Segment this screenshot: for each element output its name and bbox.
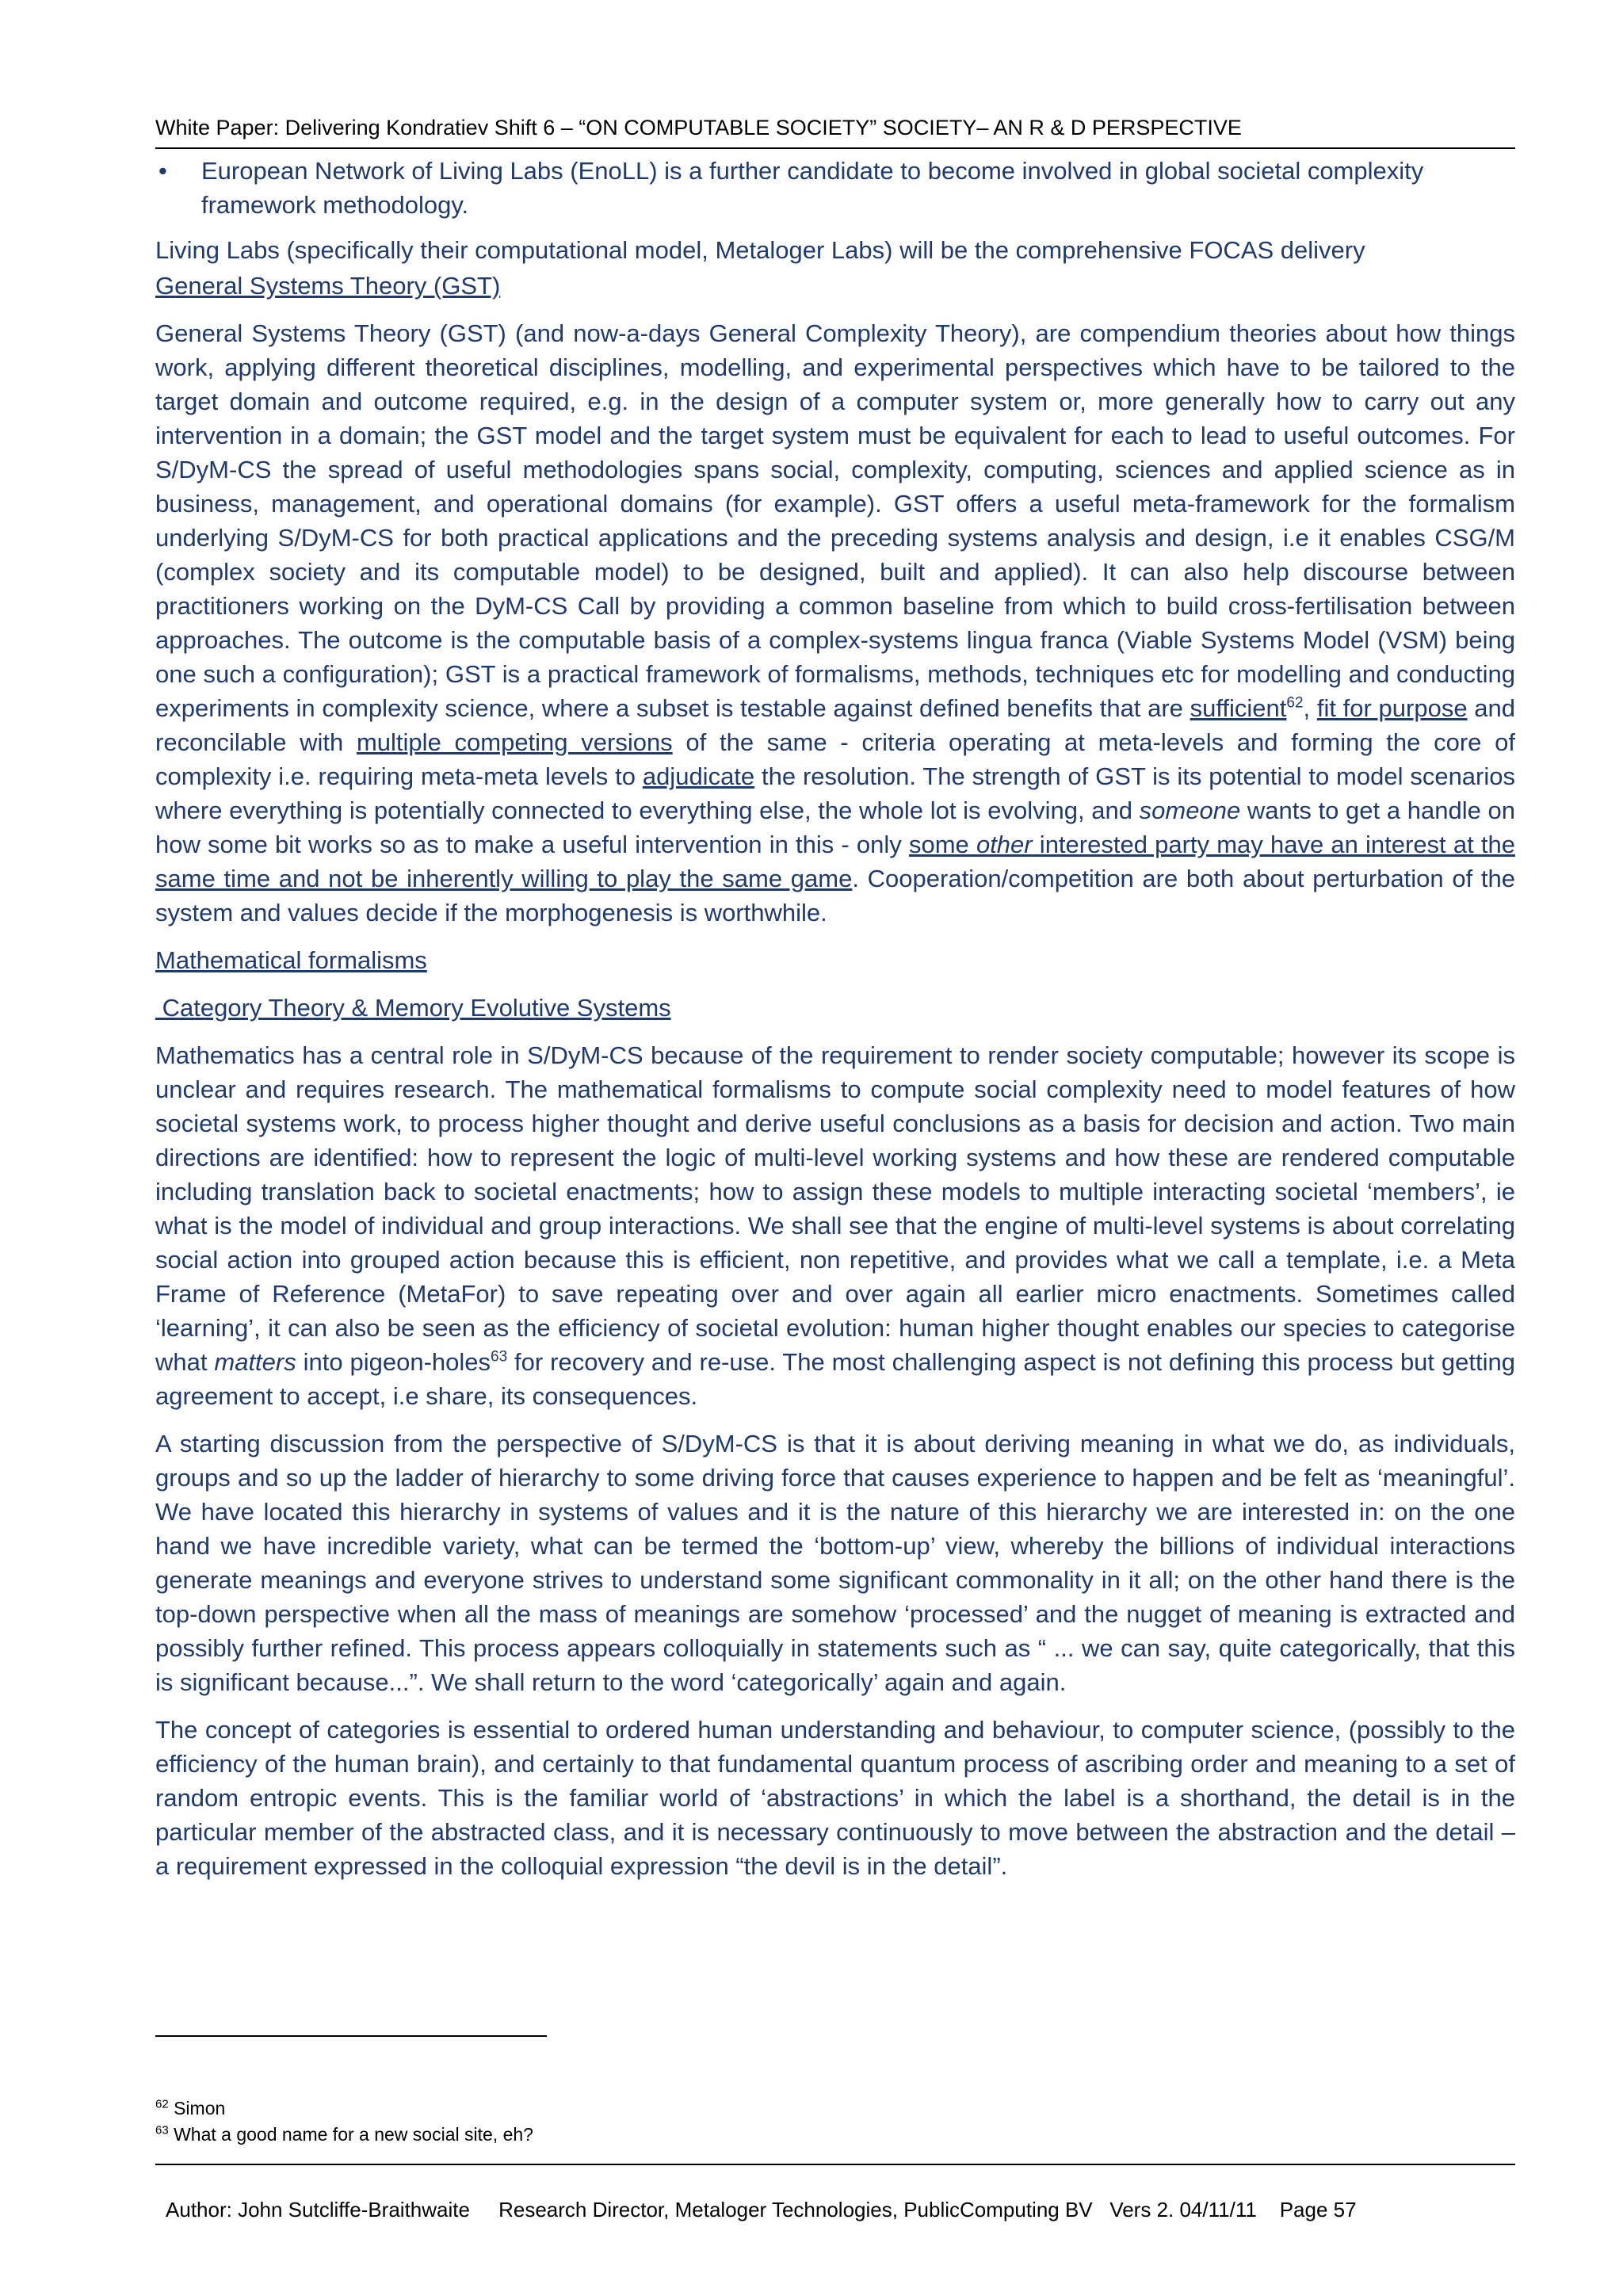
text-run-underlined: interested party may have an interest at the same time and not be inherently willing to play the same game <box>155 831 1515 892</box>
footnote-number: 62 <box>155 2097 169 2111</box>
text-run: the resolution. The strength of GST is its potential to model scenarios where everything is potentially connected to everything else, the whole lot is evolving, and <box>155 762 1516 824</box>
text-run: of the same - criteria operating at meta-levels and forming the core of complexity i.e. requiring meta-meta levels to <box>155 728 1515 790</box>
footer-rule <box>155 2164 1515 2165</box>
math-paragraph-1 <box>155 1038 1515 1413</box>
gst-paragraph <box>155 316 1515 930</box>
text-run: . Cooperation/competition are both about perturbation of the system and values decide if the morphogenesis is worthwhile. <box>155 865 1516 926</box>
footnote-text: What a good name for a new social site, eh? <box>174 2124 533 2145</box>
subsection-heading-category-theory: Category Theory & Memory Evolutive Systems <box>155 994 671 1022</box>
footnote-ref: 62 <box>1286 694 1304 712</box>
text-run: wants to get a handle on how some bit works so as to make a useful intervention in this - only <box>155 797 1516 858</box>
text-run-underlined: fit for purpose <box>1316 694 1468 722</box>
page-footer <box>155 2173 1515 2222</box>
footnote-text: Simon <box>174 2098 226 2118</box>
header-title: White Paper: Delivering Kondratiev Shift 6 – “ON COMPUTABLE SOCIETY” SOCIETY– AN R & D PERSPECTIVE <box>155 116 1242 139</box>
footnote-number: 63 <box>155 2123 169 2137</box>
text-run: General Systems Theory (GST) (and now-a-days General Complexity Theory), are compendium theories about how things work, applying different theoretical disciplines, modelling, and experimental perspectives which have to be tailored to the target domain and outcome required, e.g. in the design of a computer system or, more generally how to carry out any intervention in a domain; the GST model and the target system must be equivalent for each to lead to useful outcomes. For S/DyM-CS the spread of useful methodologies spans social, complexity, computing, sciences and applied science as in business, management, and operational domains (for example). GST offers a useful meta-framework for the formalism underlying S/DyM-CS for both practical applications and the preceding systems analysis and design, i.e it enables CSG/M (complex society and its computable model) to be designed, built and applied). It can also help discourse between practitioners working on the DyM-CS Call by providing a common baseline from which to build cross-fertilisation between approaches. The outcome is the computable basis of a complex-systems lingua franca (Viable Systems Model (VSM) being one such a configuration); GST is a practical framework of formalisms, methods, techniques etc for modelling and conducting experiments in complexity science, where a subset is testable against defined benefits that are <box>155 319 1515 722</box>
math-paragraph-2: A starting discussion from the perspective of S/DyM-CS is that it is about deriving meaning in what we do, as individuals, groups and so up the ladder of hierarchy to some driving force that causes experience to happen and be felt as ‘meaningful’. We have located this hierarchy in systems of values and it is the nature of this hierarchy we are interested in: on the one hand we have incredible variety, what can be termed the ‘bottom-up’ view, whereby the billions of individual interactions generate meanings and everyone strives to understand some significant commonality in it all; on the other hand there is the top-down perspective when all the mass of meanings are somehow ‘processed’ and the nugget of meaning is extracted and possibly further refined. This process appears colloquially in statements such as “ ... we can say, quite categorically, that this is significant because...”. We shall return to the word ‘categorically’ again and again. <box>155 1430 1515 1696</box>
text-run-underlined: some <box>908 831 976 858</box>
text-run: for recovery and re-use. The most challenging aspect is not defining this process but getting agreement to accept, i.e share, its consequences. <box>155 1348 1515 1410</box>
living-labs-paragraph: Living Labs (specifically their computational model, Metaloger Labs) will be the comprehensive FOCAS delivery <box>155 236 1365 264</box>
text-run: and reconcilable with <box>155 694 1515 756</box>
text-run-italic: someone <box>1139 797 1241 824</box>
document-body <box>155 154 1515 1897</box>
header-rule <box>155 147 1515 149</box>
section-heading-math: Mathematical formalisms <box>155 946 427 974</box>
footnote-ref: 63 <box>491 1348 508 1366</box>
text-run-underlined: sufficient <box>1190 694 1287 722</box>
page-header <box>155 116 1515 140</box>
text-run-italic: matters <box>214 1348 296 1376</box>
bullet-text: European Network of Living Labs (EnoLL) is a further candidate to become involved in global societal complexity framework methodology. <box>201 157 1424 219</box>
section-heading-gst: General Systems Theory (GST) <box>155 272 501 300</box>
text-run: , <box>1303 694 1317 722</box>
text-run-underlined: multiple competing versions <box>356 728 673 756</box>
text-run: into pigeon-holes <box>296 1348 491 1376</box>
list-item <box>155 154 1515 222</box>
math-paragraph-3: The concept of categories is essential to ordered human understanding and behaviour, to computer science, (possibly to the efficiency of the human brain), and certainly to that fundamental quantum process of ascribing order and meaning to a set of random entropic events. This is the familiar world of ‘abstractions’ in which the label is a shorthand, the detail is in the particular member of the abstracted class, and it is necessary continuously to move between the abstraction and the detail – a requirement expressed in the colloquial expression “the devil is in the detail”. <box>155 1716 1515 1880</box>
footnotes <box>155 2095 1515 2148</box>
footnote <box>155 2122 1515 2148</box>
footer-text: Author: John Sutcliffe-Braithwaite Research Director, Metaloger Technologies, PublicComputing BV Vers 2. 04/11/11 Page 57 <box>166 2198 1357 2222</box>
text-run-underlined-italic: other <box>976 831 1033 858</box>
text-run-underlined: adjudicate <box>642 762 755 790</box>
bullet-icon: • <box>158 157 167 185</box>
text-run: Mathematics has a central role in S/DyM-CS because of the requirement to render society computable; however its scope is unclear and requires research. The mathematical formalisms to compute social complexity need to model features of how societal systems work, to process higher thought and derive useful conclusions as a basis for decision and action. Two main directions are identified: how to represent the logic of multi-level working systems and how these are rendered computable including translation back to societal enactments; how to assign these models to multiple interacting societal ‘members’, ie what is the model of individual and group interactions. We shall see that the engine of multi-level systems is about correlating social action into grouped action because this is efficient, non repetitive, and provides what we call a template, i.e. a Meta Frame of Reference (MetaFor) to save repeating over and over again all earlier micro enactments. Sometimes called ‘learning’, it can also be seen as the efficiency of societal evolution: human higher thought enables our species to categorise what <box>155 1041 1515 1376</box>
footnote-rule <box>155 2035 547 2037</box>
footnote <box>155 2095 1515 2122</box>
